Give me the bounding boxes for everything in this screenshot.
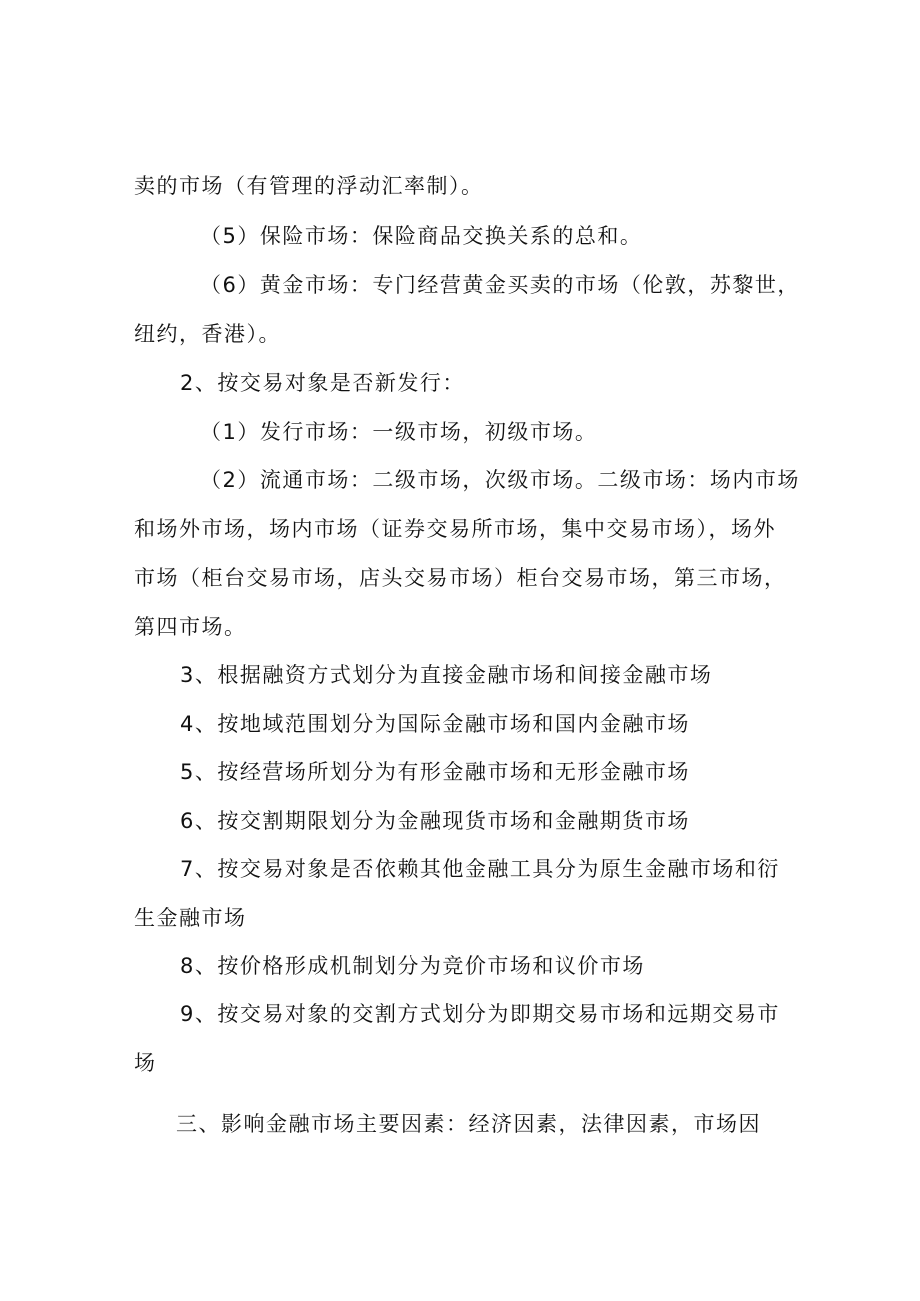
text-line: （2）流通市场：二级市场，次级市场。二级市场：场内市场 xyxy=(200,468,800,492)
text-line: 市场（柜台交易市场，店头交易市场）柜台交易市场，第三市场， xyxy=(134,566,787,590)
text-line: 2、按交易对象是否新发行： xyxy=(180,371,465,395)
text-line: 和场外市场，场内市场（证券交易所市场，集中交易市场），场外 xyxy=(134,517,776,541)
text-line: 9、按交易对象的交割方式划分为即期交易市场和远期交易市 xyxy=(180,1002,780,1026)
text-line: 生金融市场 xyxy=(134,906,247,930)
text-line: 第四市场。 xyxy=(134,615,247,639)
text-line: 6、按交割期限划分为金融现货市场和金融期货市场 xyxy=(180,809,690,833)
text-line: （6）黄金市场：专门经营黄金买卖的市场（伦敦，苏黎世， xyxy=(200,273,800,297)
text-line: 4、按地域范围划分为国际金融市场和国内金融市场 xyxy=(180,712,690,736)
text-line: 场 xyxy=(134,1051,157,1075)
text-line: 3、根据融资方式划分为直接金融市场和间接金融市场 xyxy=(180,663,713,687)
section-heading: 三、影响金融市场主要因素：经济因素，法律因素，市场因 xyxy=(176,1112,761,1136)
text-line: 7、按交易对象是否依赖其他金融工具分为原生金融市场和衍 xyxy=(180,857,780,881)
text-line: 8、按价格形成机制划分为竞价市场和议价市场 xyxy=(180,954,645,978)
text-line: 5、按经营场所划分为有形金融市场和无形金融市场 xyxy=(180,760,690,784)
text-line: 纽约，香港）。 xyxy=(134,322,281,346)
text-line: （5）保险市场：保险商品交换关系的总和。 xyxy=(200,224,643,248)
text-line: 卖的市场（有管理的浮动汇率制）。 xyxy=(134,174,484,198)
text-line: （1）发行市场：一级市场，初级市场。 xyxy=(200,420,598,444)
